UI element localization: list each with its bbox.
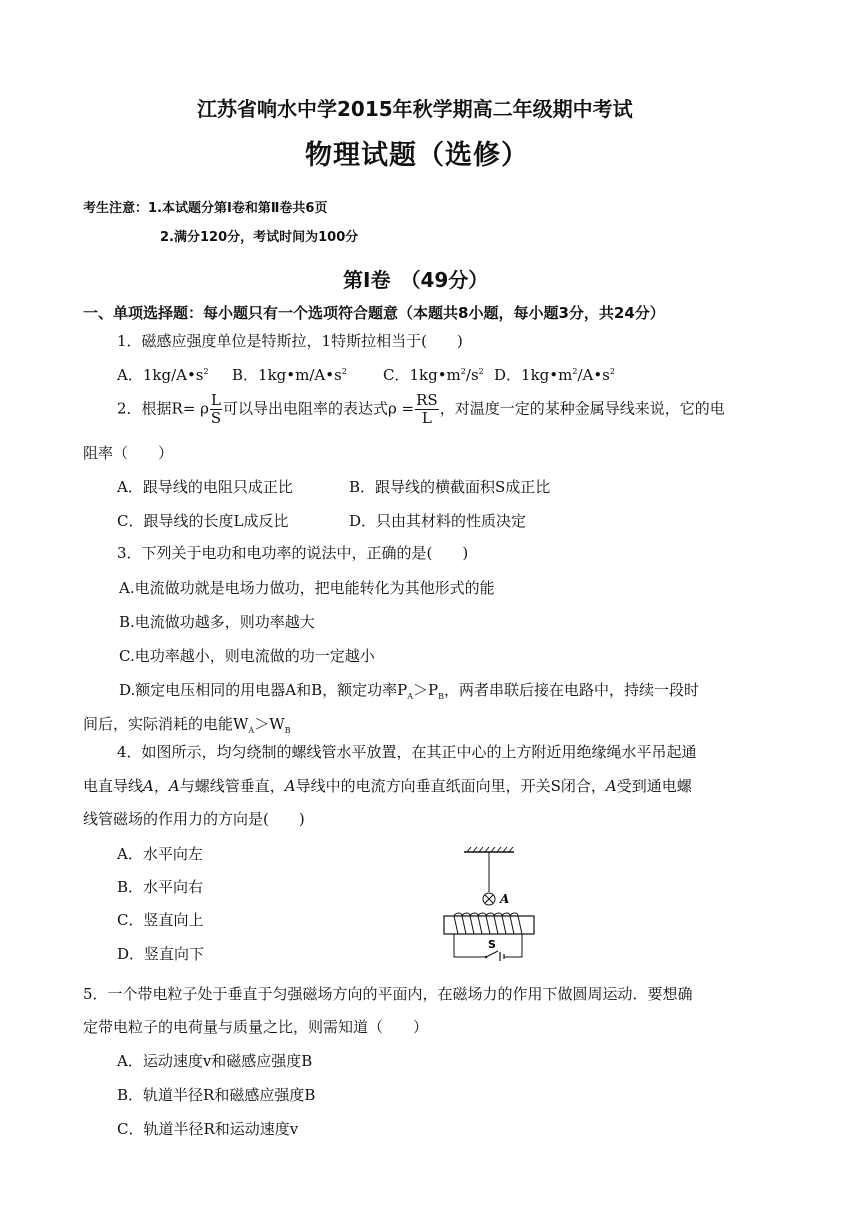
q4-stem-line-1: 4．如图所示，均匀绕制的螺线管水平放置，在其正中心的上方附近用绝缘绳水平吊起通: [117, 743, 697, 761]
q4-option-a: A．水平向左: [117, 845, 203, 863]
ceiling-support: [464, 847, 514, 852]
part-title: 第Ⅰ卷 （49分）: [343, 268, 489, 292]
q2-post: ，对温度一定的某种金属导线来说，它的电: [439, 399, 725, 418]
q4-option-c: C．竖直向上: [117, 911, 204, 929]
q2-option-c: C．跟导线的长度L成反比: [117, 512, 289, 530]
q3-option-a: A.电流做功就是电场力做功，把电能转化为其他形式的能: [119, 579, 495, 597]
q4-option-b: B．水平向右: [117, 878, 204, 896]
section-heading: 一、单项选择题：每小题只有一个选项符合题意（本题共8小题，每小题3分，共24分）: [83, 304, 665, 322]
q4-stem-line-3: 线管磁场的作用力的方向是( ): [83, 810, 305, 828]
q2-pre: 2．根据R= ρ: [117, 399, 209, 418]
solenoid: [444, 913, 534, 934]
solenoid-diagram: [436, 844, 536, 964]
wire-a-label: A: [500, 892, 510, 906]
notice-item-2: 2.满分120分，考试时间为100分: [160, 230, 359, 245]
notice-item-1: 1.本试题分第Ⅰ卷和第Ⅱ卷共6页: [148, 201, 328, 216]
q2-stem: [117, 392, 725, 427]
q3-option-d: D.额定电压相同的用电器A和B，额定功率$P_A>P_B$，两者串联后接在电路中，持续一段时: [119, 681, 699, 701]
notice-line-1: [83, 197, 327, 216]
q5-option-c: C．轨道半径R和运动速度v: [117, 1120, 299, 1138]
q4-stem-line-2: 电直导线A，A与螺线管垂直，A导线中的电流方向垂直纸面向里，开关S闭合，A受到通电螺: [83, 777, 692, 795]
q2-stem-line-2: 阻率（ ）: [83, 444, 174, 462]
q5-stem-line-1: 5．一个带电粒子处于垂直于匀强磁场方向的平面内，在磁场力的作用下做圆周运动．要想确: [83, 985, 693, 1003]
exam-subtitle: 物理试题（选修）: [305, 140, 529, 171]
q3-stem: 3．下列关于电功和电功率的说法中，正确的是( ): [117, 544, 469, 562]
exam-title: 江苏省响水中学2015年秋学期高二年级期中考试: [197, 97, 633, 121]
q2-option-b: B．跟导线的横截面积S成正比: [349, 478, 551, 496]
q2-option-d: D．只由其材料的性质决定: [349, 512, 527, 530]
q1-option-c: C．$1kg•m^2/s^2$: [383, 366, 484, 384]
fraction-rs-over-l: $\frac{RS}{L}$: [416, 391, 438, 427]
q5-option-a: A．运动速度v和磁感应强度B: [117, 1052, 313, 1070]
q1-option-b: B．$1kg•m/A•s^2$: [232, 366, 347, 384]
q4-option-d: D．竖直向下: [117, 945, 205, 963]
q5-stem-line-2: 定带电粒子的电荷量与质量之比，则需知道（ ）: [83, 1018, 429, 1036]
switch-icon: [485, 951, 504, 961]
switch-label: S: [488, 938, 496, 951]
notice-label: 考生注意：: [83, 201, 149, 216]
q2-mid: 可以导出电阻率的表达式ρ =: [222, 399, 415, 418]
q3-option-d-line-2: 间后，实际消耗的电能$W_A>W_B$: [83, 715, 291, 735]
fraction-l-over-s: $\frac{L}{S}$: [210, 391, 222, 427]
q1-option-d: D．$1kg•m^2/A•s^2$: [494, 366, 615, 384]
wire-a-into-page-icon: [483, 893, 495, 905]
q1-option-a: A．$1kg/A•s^2$: [117, 366, 209, 384]
q3-option-c: C.电功率越小，则电流做的功一定越小: [119, 647, 375, 665]
q3-option-b: B.电流做功越多，则功率越大: [119, 613, 315, 631]
q2-option-a: A．跟导线的电阻只成正比: [117, 478, 293, 496]
q1-stem: 1．磁感应强度单位是特斯拉，1特斯拉相当于( ): [117, 332, 463, 350]
q5-option-b: B．轨道半径R和磁感应强度B: [117, 1086, 316, 1104]
